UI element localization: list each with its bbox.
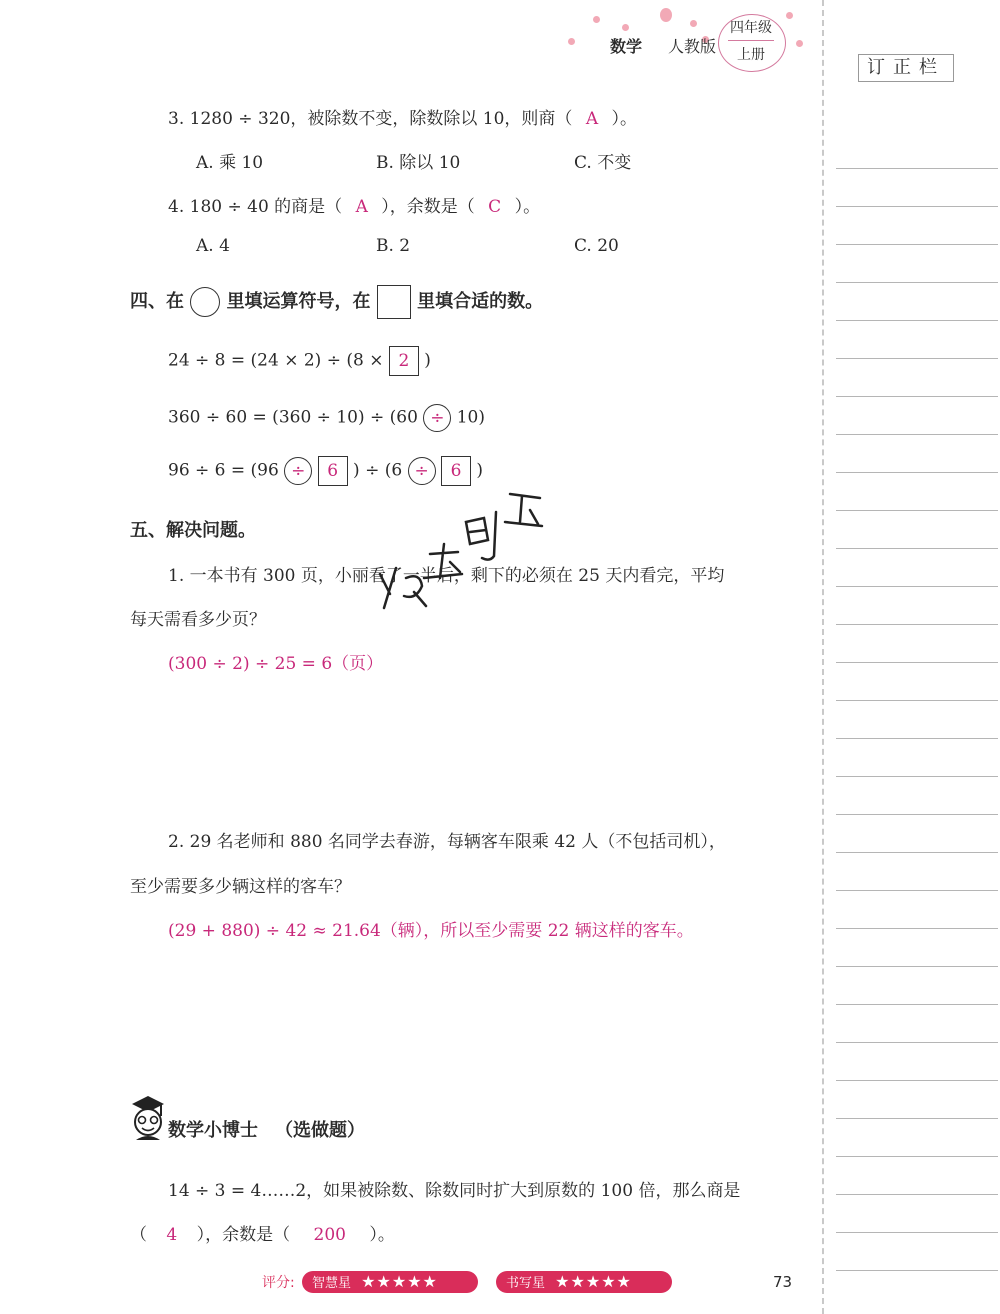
equation-2-circle: ÷ (423, 404, 451, 432)
bonus-subtitle: （选做题） (275, 1120, 365, 1141)
correction-line (836, 1270, 998, 1271)
correction-column-title: 订正栏 (858, 54, 954, 82)
question-3-end: ）。 (611, 109, 638, 129)
equation-2-right: 10) (456, 407, 485, 428)
equation-1-left: 24 ÷ 8 = (24 × 2) ÷ (8 × (168, 350, 384, 371)
correction-line (836, 1194, 998, 1195)
correction-line (836, 168, 998, 169)
bonus-answer-1: 4 (166, 1225, 178, 1245)
section-4-title-part-2: 里填运算符号，在 (226, 291, 371, 312)
equation-2 (168, 404, 485, 432)
correction-line (836, 548, 998, 549)
scholar-avatar-icon (128, 1094, 168, 1142)
correction-line (836, 890, 998, 891)
question-3-option-a: A. 乘 10 (196, 153, 264, 173)
section-4-title-part-1: 四、在 (130, 291, 184, 312)
bonus-mid: ），余数是（ (196, 1225, 291, 1245)
rating-label: 评分: (262, 1275, 295, 1291)
correction-line (836, 1042, 998, 1043)
question-4-mid: ），余数是（ (381, 197, 475, 217)
handwriting-scribble (370, 482, 560, 622)
correction-line (836, 814, 998, 815)
correction-line (836, 472, 998, 473)
equation-1-right: ) (424, 350, 431, 371)
correction-line (836, 966, 998, 967)
correction-line (836, 1004, 998, 1005)
box-placeholder (377, 285, 411, 319)
correction-line (836, 662, 998, 663)
question-3-answer: A (585, 109, 599, 129)
correction-line (836, 434, 998, 435)
section-5-title: 五、解决问题。 (130, 520, 256, 541)
problem-2-line-1: 2. 29 名老师和 880 名同学去春游，每辆客车限乘 42 人（不包括司机）， (168, 832, 726, 852)
correction-line (836, 852, 998, 853)
page-number: 73 (773, 1273, 793, 1291)
correction-line (836, 1232, 998, 1233)
correction-line (836, 738, 998, 739)
correction-column-border (822, 0, 826, 1314)
equation-3-mid: ) ÷ (6 (353, 460, 403, 481)
equation-3-circle-1: ÷ (284, 457, 312, 485)
question-4-option-a: A. 4 (196, 236, 230, 256)
rating-wisdom-stars: ★★★★★ (361, 1272, 438, 1291)
correction-line (836, 928, 998, 929)
correction-line (836, 510, 998, 511)
rating-writing (496, 1271, 672, 1293)
header-subject: 数学 (610, 37, 643, 56)
badge-divider (728, 40, 774, 41)
question-4 (168, 192, 540, 217)
question-4-option-b: B. 2 (376, 236, 411, 256)
correction-line (836, 1156, 998, 1157)
equation-3-right: ) (476, 460, 484, 481)
problem-2-answer: (29 + 880) ÷ 42 ≈ 21.64（辆），所以至少需要 22 辆这样的客车。 (168, 921, 694, 941)
question-3-text: 3. 1280 ÷ 320，被除数不变，除数除以 10，则商（ (168, 109, 573, 129)
bonus-answer-2: 200 (313, 1225, 346, 1245)
equation-3-box-1: 6 (318, 456, 348, 486)
correction-line (836, 320, 998, 321)
problem-1-line-2: 每天需看多少页？ (130, 610, 266, 630)
question-3 (168, 104, 637, 129)
equation-1 (168, 346, 431, 376)
equation-3-box-2: 6 (441, 456, 471, 486)
rating-writing-stars: ★★★★★ (555, 1272, 632, 1291)
term-label: 上册 (737, 47, 765, 63)
correction-line (836, 358, 998, 359)
equation-3-circle-2: ÷ (408, 457, 436, 485)
question-4-answer-2: C (488, 197, 502, 217)
rating-writing-name: 书写星 (506, 1276, 546, 1291)
question-3-option-b: B. 除以 10 (376, 153, 461, 173)
correction-line (836, 282, 998, 283)
question-4-answer-1: A (355, 197, 368, 217)
correction-line (836, 244, 998, 245)
rating-wisdom-name: 智慧星 (312, 1276, 352, 1291)
bonus-title: 数学小博士 (168, 1120, 258, 1141)
problem-2-line-2: 至少需要多少辆这样的客车？ (130, 877, 351, 897)
problem-1-answer: (300 ÷ 2) ÷ 25 = 6（页） (168, 654, 384, 674)
question-4-end: ）。 (514, 197, 541, 217)
correction-line (836, 624, 998, 625)
correction-line (836, 396, 998, 397)
bonus-open: （ (130, 1225, 147, 1245)
grade-label: 四年级 (730, 20, 772, 36)
equation-2-left: 360 ÷ 60 = (360 ÷ 10) ÷ (60 (168, 407, 418, 428)
circle-placeholder (190, 287, 220, 317)
bonus-line-2 (130, 1220, 395, 1245)
bonus-line-1: 14 ÷ 3 = 4……2，如果被除数、除数同时扩大到原数的 100 倍，那么商是 (168, 1181, 741, 1201)
problem-1-line-1: 1. 一本书有 300 页，小丽看了一半后，剩下的必须在 25 天内看完，平均 (168, 566, 725, 586)
bonus-end: ）。 (369, 1225, 395, 1245)
section-4-title-part-3: 里填合适的数。 (417, 291, 544, 312)
correction-line (836, 700, 998, 701)
header-edition: 人教版 (668, 37, 717, 56)
question-3-option-c: C. 不变 (574, 153, 632, 173)
question-4-text: 4. 180 ÷ 40 的商是（ (168, 197, 343, 217)
correction-line (836, 1080, 998, 1081)
correction-line (836, 206, 998, 207)
question-4-option-c: C. 20 (574, 236, 619, 256)
correction-line (836, 776, 998, 777)
correction-line (836, 1118, 998, 1119)
section-4-title (130, 285, 543, 319)
correction-line (836, 586, 998, 587)
equation-1-box: 2 (389, 346, 419, 376)
equation-3-left: 96 ÷ 6 = (96 (168, 460, 279, 481)
rating-wisdom (302, 1271, 478, 1293)
